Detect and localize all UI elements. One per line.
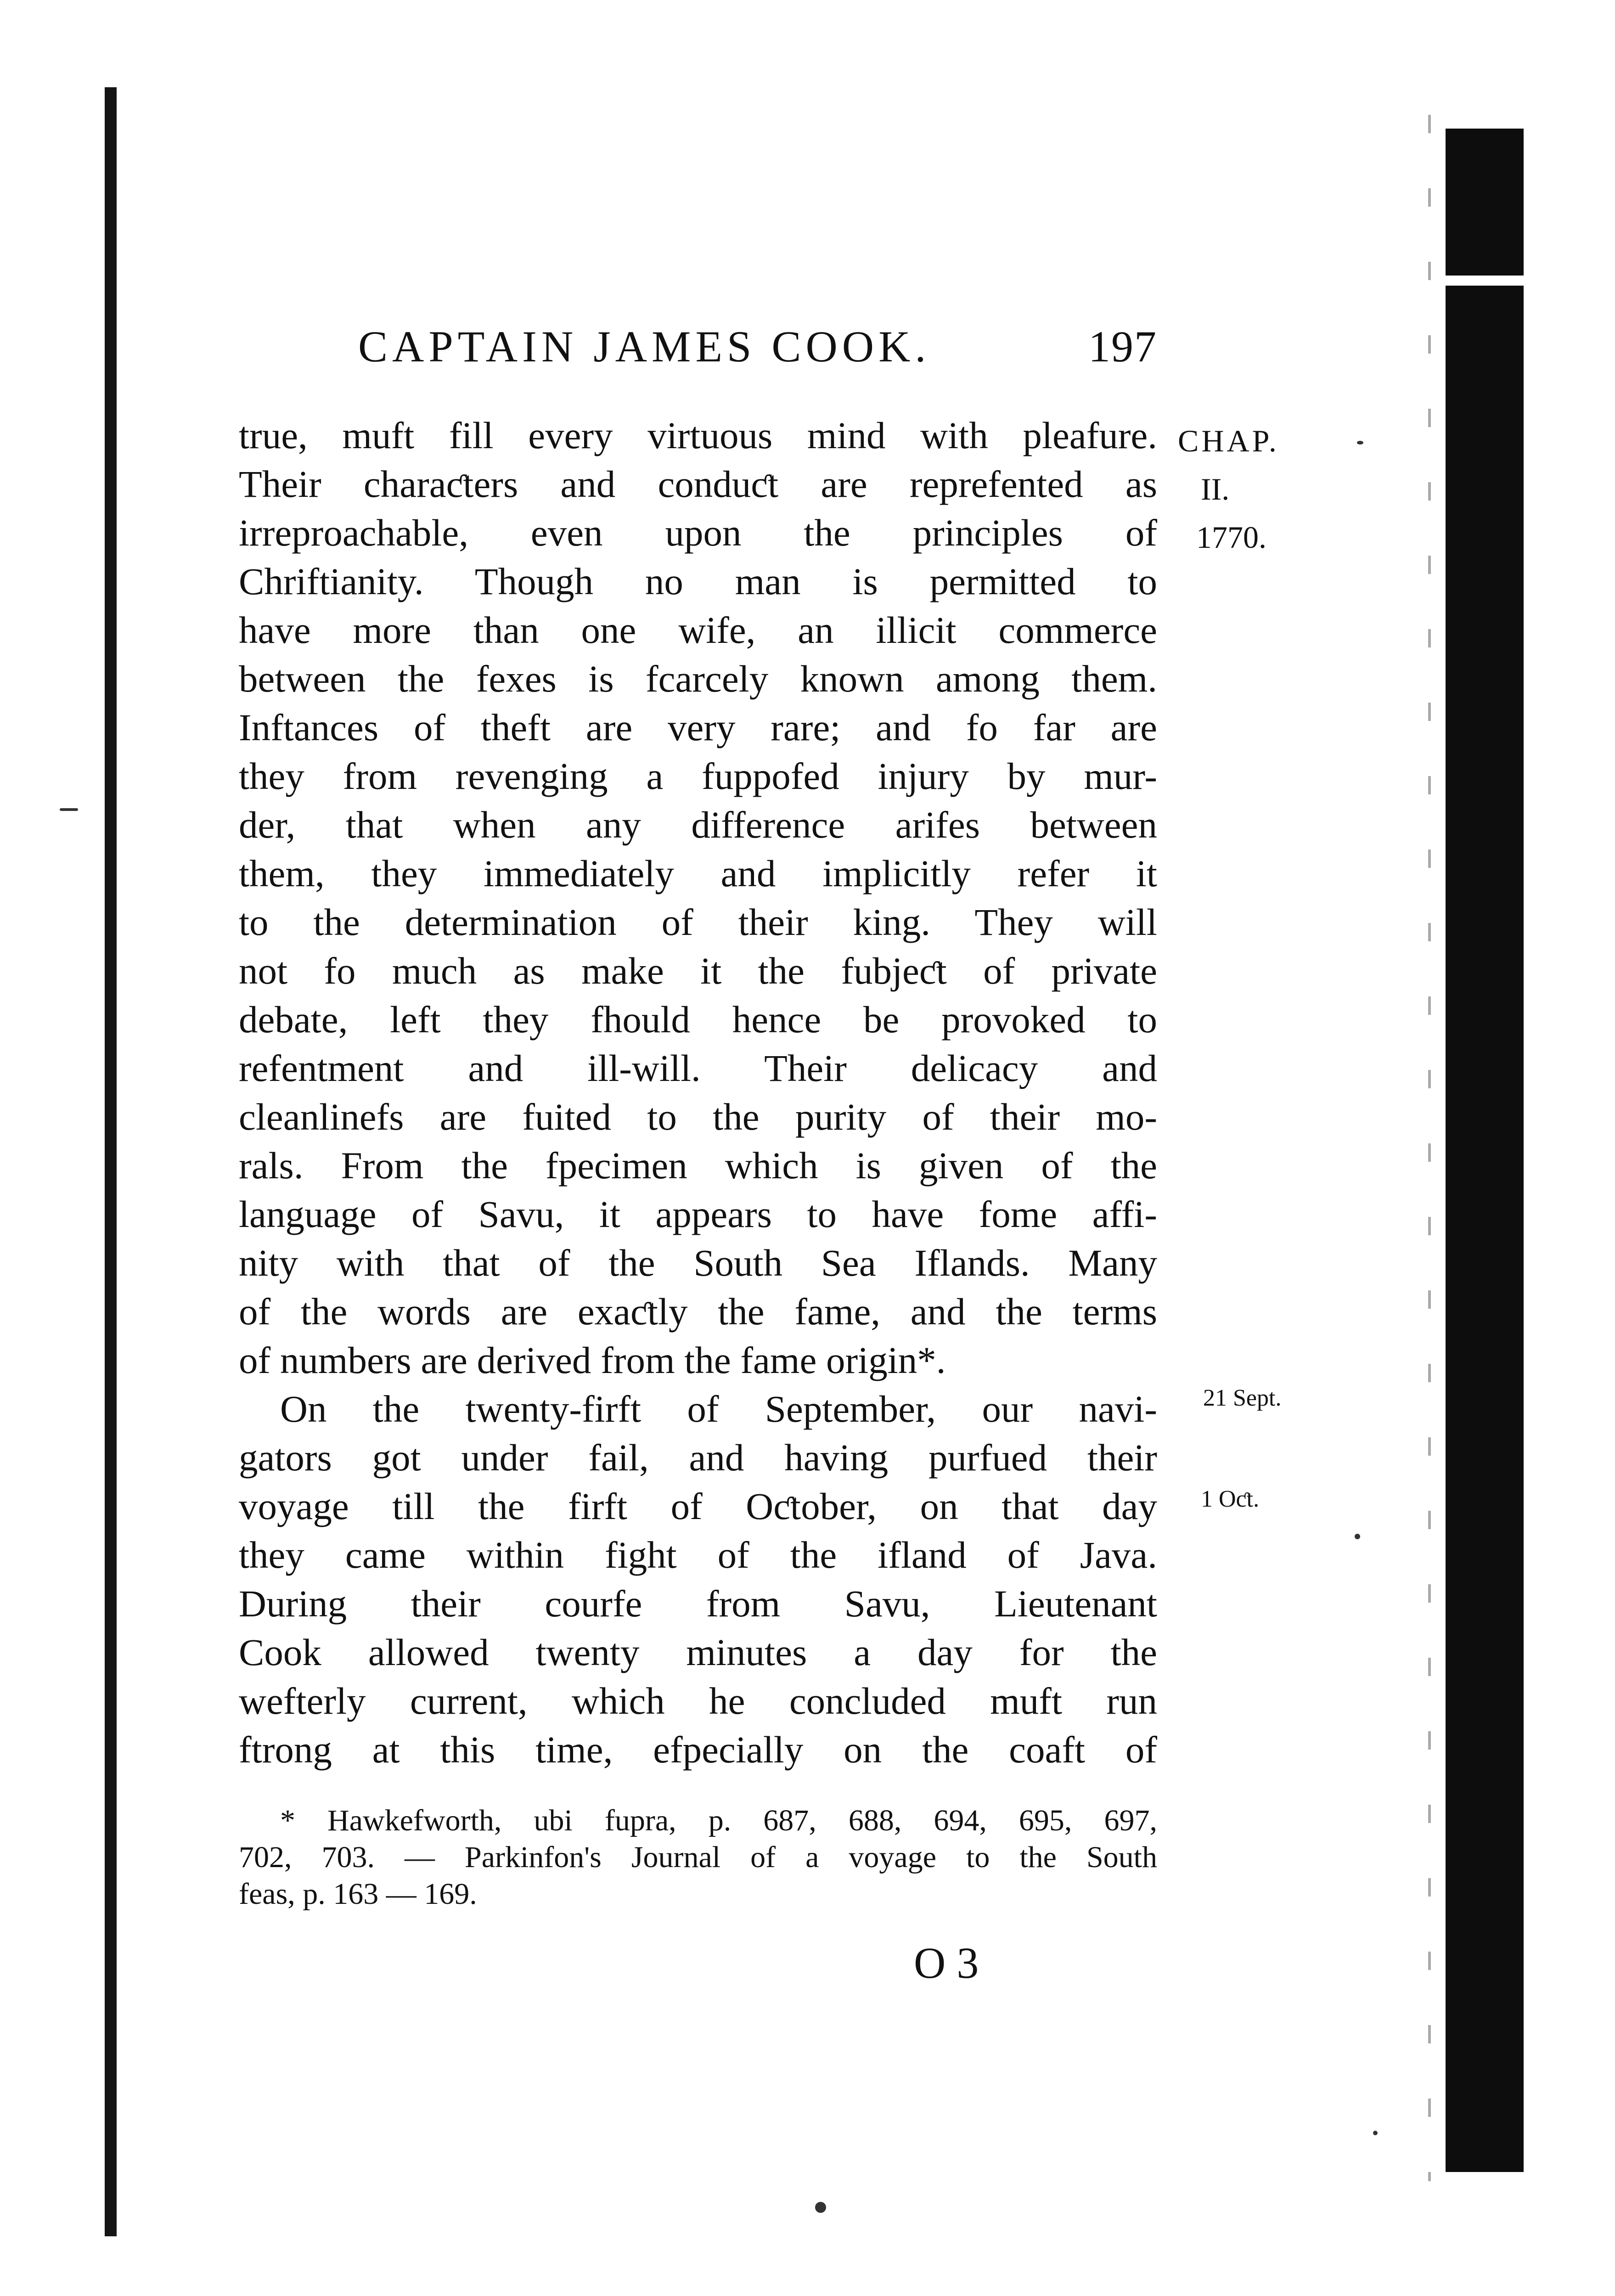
body-text — [239, 411, 1157, 1774]
paragraph-start-line: On the twenty-firft of September, our navi- — [280, 1388, 1157, 1430]
text-line: irreproachable, even upon the principles of — [239, 512, 1157, 554]
scan-right-edge-shadow — [1446, 129, 1524, 2172]
text-line: debate, left they fhould hence be provoked to — [239, 998, 1157, 1041]
text-line: nity with that of the South Sea Iflands. Many — [239, 1242, 1157, 1284]
text-line: not fo much as make it the fubjeƈt of private — [239, 950, 1157, 992]
text-line: Chriftianity. Though no man is permitted to — [239, 560, 1157, 602]
margin-chapter-label: CHAP. — [1178, 423, 1279, 458]
margin-date-october: 1 Oƈt. — [1201, 1486, 1260, 1512]
scan-edge-noise — [1428, 115, 1431, 2181]
text-line: rals. From the fpecimen which is given of the — [239, 1144, 1157, 1187]
running-title: CAPTAIN JAMES COOK. — [358, 322, 931, 371]
footnote-line: 702, 703. — Parkinfon's Journal of a voyage to the South — [239, 1840, 1157, 1874]
text-line: wefterly current, which he concluded muft run — [239, 1680, 1157, 1722]
scan-speck — [815, 2202, 826, 2213]
page-number: 197 — [1088, 322, 1157, 371]
text-line: language of Savu, it appears to have fome affi- — [239, 1193, 1157, 1235]
scan-edge-gap — [1446, 276, 1524, 286]
text-line: true, muft fill every virtuous mind with pleafure. — [239, 414, 1157, 456]
text-line: they from revenging a fuppofed injury by mur- — [239, 755, 1157, 797]
text-line: Cook allowed twenty minutes a day for the — [239, 1631, 1157, 1673]
text-line: of numbers are derived from the fame origin*. — [239, 1339, 946, 1381]
scan-speck — [1373, 2131, 1378, 2135]
text-line: to the determination of their king. They will — [239, 901, 1157, 943]
text-line: voyage till the firft of Oƈtober, on that day — [239, 1485, 1157, 1527]
text-line: them, they immediately and implicitly refer it — [239, 852, 1157, 895]
text-line: of the words are exaƈtly the fame, and the terms — [239, 1290, 1157, 1333]
text-line: ftrong at this time, efpecially on the coaft of — [239, 1728, 1157, 1771]
margin-date-september: 21 Sept. — [1203, 1385, 1282, 1411]
scan-speck — [60, 808, 78, 811]
scan-speck — [1355, 1534, 1360, 1539]
text-line: refentment and ill-will. Their delicacy and — [239, 1047, 1157, 1089]
margin-year: 1770. — [1196, 520, 1266, 555]
footnote — [239, 1802, 1157, 1913]
footnote-line: * Hawkefworth, ubi fupra, p. 687, 688, 694, 695, 697, — [280, 1804, 1157, 1837]
text-line: they came within fight of the ifland of Java. — [239, 1534, 1157, 1576]
running-header — [358, 317, 1171, 377]
footnote-line: feas, p. 163 — 169. — [239, 1877, 477, 1911]
text-line: gators got under fail, and having purfued their — [239, 1436, 1157, 1479]
text-line: der, that when any difference arifes between — [239, 804, 1157, 846]
scan-left-edge-shadow — [105, 87, 117, 2236]
text-line: Their charaƈters and conduƈt are reprefented as — [239, 463, 1157, 505]
scan-speck — [1357, 441, 1363, 445]
margin-chapter-number: II. — [1201, 472, 1230, 506]
text-line: have more than one wife, an illicit commerce — [239, 609, 1157, 651]
text-line: cleanlinefs are fuited to the purity of their mo- — [239, 1096, 1157, 1138]
text-line: During their courfe from Savu, Lieutenant — [239, 1582, 1157, 1625]
signature-mark: O 3 — [914, 1938, 979, 1987]
text-line: Inftances of theft are very rare; and fo far are — [239, 706, 1157, 748]
text-line: between the fexes is fcarcely known among them. — [239, 658, 1157, 700]
